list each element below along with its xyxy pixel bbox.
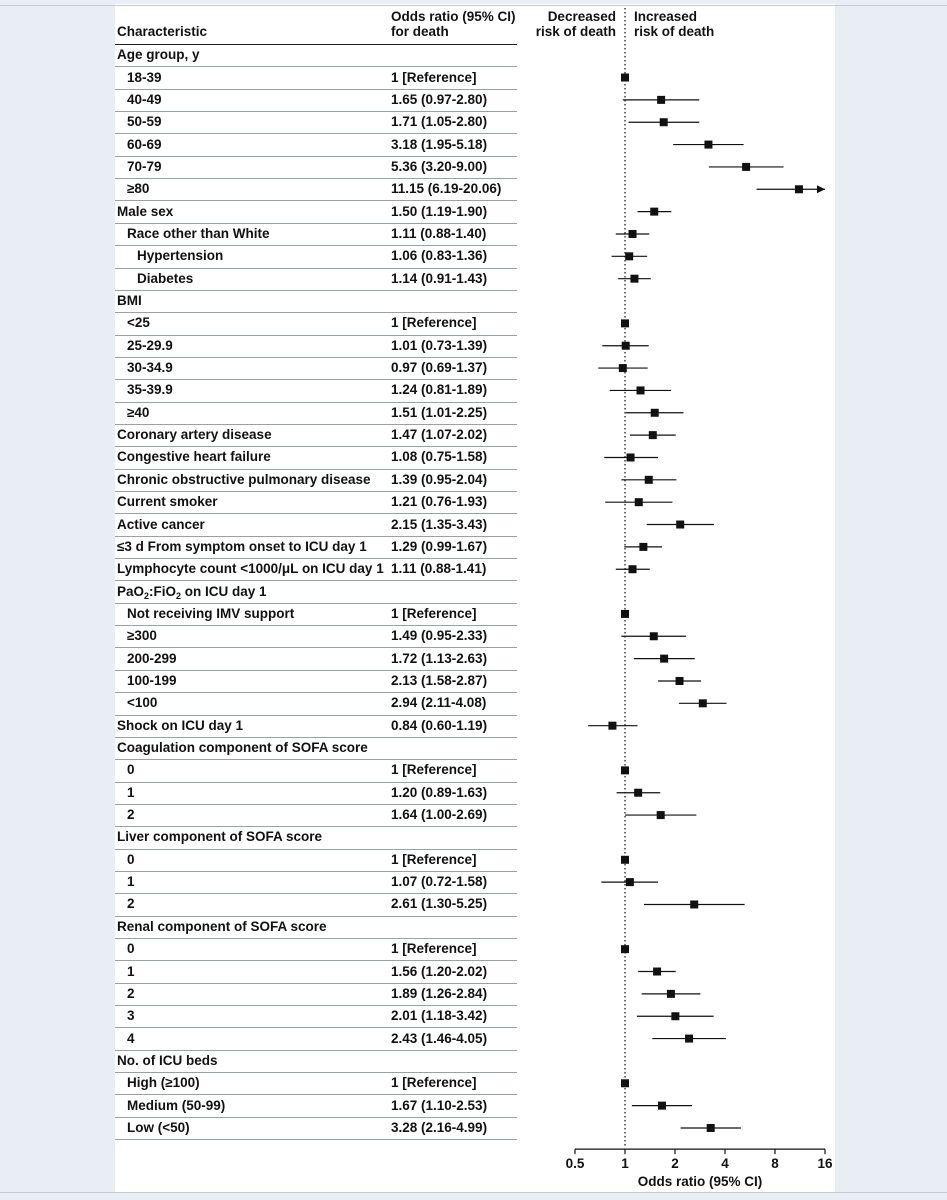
- point-estimate: [637, 386, 645, 394]
- point-estimate: [699, 699, 707, 707]
- row-odds-ratio: 1.06 (0.83-1.36): [391, 248, 488, 264]
- x-tick-label: 16: [817, 1156, 833, 1172]
- point-estimate: [707, 1124, 715, 1132]
- row-label: 35-39.9: [127, 382, 173, 398]
- row-label: Hypertension: [137, 248, 224, 264]
- point-estimate: [630, 275, 638, 283]
- row-odds-ratio: 2.15 (1.35-3.43): [391, 516, 488, 532]
- x-tick-label: 4: [721, 1156, 729, 1172]
- row-odds-ratio: 1 [Reference]: [391, 315, 477, 331]
- row-odds-ratio: 2.43 (1.46-4.05): [391, 1030, 488, 1046]
- row-label: Liver component of SOFA score: [117, 829, 323, 845]
- row-label: 60-69: [127, 136, 162, 152]
- row-label: 25-29.9: [127, 337, 173, 353]
- point-estimate: [658, 1102, 666, 1110]
- header-characteristic: Characteristic: [117, 24, 208, 39]
- row-label: 1: [127, 874, 135, 890]
- row-odds-ratio: 1.50 (1.19-1.90): [391, 203, 488, 219]
- row-odds-ratio: 3.18 (1.95-5.18): [391, 136, 488, 152]
- row-odds-ratio: 2.13 (1.58-2.87): [391, 672, 488, 688]
- row-odds-ratio: 1 [Reference]: [391, 605, 477, 621]
- point-estimate: [660, 655, 668, 663]
- point-estimate: [619, 364, 627, 372]
- row-odds-ratio: 2.61 (1.30-5.25): [391, 896, 488, 912]
- ci-arrow: [817, 185, 825, 193]
- row-label: 2: [127, 896, 135, 912]
- header-increased-risk: Increased risk of death: [634, 9, 715, 39]
- row-odds-ratio: 2.94 (2.11-4.08): [391, 695, 487, 711]
- point-estimate: [667, 990, 675, 998]
- row-label: 2: [127, 985, 135, 1001]
- point-estimate: [650, 208, 658, 216]
- point-estimate: [629, 230, 637, 238]
- point-estimate: [622, 342, 630, 350]
- point-estimate: [645, 476, 653, 484]
- row-label: Active cancer: [117, 516, 205, 532]
- row-label: ≥300: [127, 628, 157, 644]
- point-estimate: [690, 900, 698, 908]
- row-odds-ratio: 0.97 (0.69-1.37): [391, 360, 488, 376]
- point-estimate: [704, 141, 712, 149]
- row-label: 1: [127, 963, 135, 979]
- point-estimate: [676, 677, 684, 685]
- row-label: ≥40: [127, 404, 150, 420]
- row-odds-ratio: 1.24 (0.81-1.89): [391, 382, 488, 398]
- point-estimate: [671, 1012, 679, 1020]
- x-tick-label: 1: [621, 1156, 629, 1172]
- header-odds-ratio: Odds ratio (95% CI) for death: [391, 9, 516, 39]
- point-estimate: [626, 878, 634, 886]
- point-estimate: [649, 431, 657, 439]
- row-label: 100-199: [127, 672, 177, 688]
- x-tick-label: 2: [671, 1156, 679, 1172]
- row-label: Coronary artery disease: [117, 427, 272, 443]
- header-decreased-risk: Decreased risk of death: [535, 9, 616, 39]
- row-odds-ratio: 1.29 (0.99-1.67): [391, 538, 488, 554]
- point-estimate: [657, 811, 665, 819]
- point-estimate: [657, 96, 665, 104]
- x-tick-label: 0.5: [565, 1156, 585, 1172]
- row-odds-ratio: 5.36 (3.20-9.00): [391, 158, 488, 174]
- row-label: Congestive heart failure: [117, 449, 271, 465]
- point-estimate: [625, 252, 633, 260]
- point-estimate: [742, 163, 750, 171]
- point-estimate: [660, 118, 668, 126]
- row-label: 4: [127, 1030, 135, 1046]
- row-odds-ratio: 0.84 (0.60-1.19): [391, 717, 488, 733]
- row-label: Race other than White: [127, 225, 270, 241]
- row-odds-ratio: 1 [Reference]: [391, 1075, 477, 1091]
- point-estimate: [653, 968, 661, 976]
- row-odds-ratio: 11.15 (6.19-20.06): [391, 181, 502, 197]
- point-estimate: [629, 565, 637, 573]
- point-estimate: [676, 521, 684, 529]
- row-label: 2: [127, 807, 135, 823]
- row-odds-ratio: 1.71 (1.05-2.80): [391, 114, 488, 130]
- row-odds-ratio: 1.14 (0.91-1.43): [391, 270, 488, 286]
- row-odds-ratio: 1.01 (0.73-1.39): [391, 337, 488, 353]
- point-estimate: [795, 185, 803, 193]
- row-label: Age group, y: [117, 47, 200, 63]
- point-estimate: [627, 453, 635, 461]
- row-odds-ratio: 1.64 (1.00-2.69): [391, 807, 488, 823]
- row-odds-ratio: 1.65 (0.97-2.80): [391, 91, 488, 107]
- row-odds-ratio: 1.47 (1.07-2.02): [391, 427, 488, 443]
- row-odds-ratio: 1.72 (1.13-2.63): [391, 650, 488, 666]
- row-label: PaO$_2$:FiO$_2$ on ICU day 1: [117, 583, 267, 601]
- row-label: 1: [127, 784, 135, 800]
- row-label: Low (<50): [127, 1119, 190, 1135]
- point-estimate: [635, 498, 643, 506]
- row-odds-ratio: 1 [Reference]: [391, 69, 477, 85]
- row-odds-ratio: 1.39 (0.95-2.04): [391, 471, 488, 487]
- row-label: Renal component of SOFA score: [117, 918, 327, 934]
- point-estimate: [651, 409, 659, 417]
- point-estimate: [608, 722, 616, 730]
- row-label: Shock on ICU day 1: [117, 717, 244, 733]
- row-label: 0: [127, 851, 135, 867]
- row-label: <25: [127, 315, 150, 331]
- row-label: ≤3 d From symptom onset to ICU day 1: [117, 538, 367, 554]
- row-odds-ratio: 1.11 (0.88-1.41): [391, 561, 487, 577]
- row-odds-ratio: 1 [Reference]: [391, 851, 477, 867]
- row-label: 30-34.9: [127, 360, 173, 376]
- x-tick-label: 8: [771, 1156, 779, 1172]
- row-label: BMI: [117, 293, 142, 309]
- row-label: 200-299: [127, 650, 177, 666]
- row-label: 0: [127, 941, 135, 957]
- row-odds-ratio: 3.28 (2.16-4.99): [391, 1119, 488, 1135]
- row-odds-ratio: 1.20 (0.89-1.63): [391, 784, 488, 800]
- row-odds-ratio: 2.01 (1.18-3.42): [391, 1008, 488, 1024]
- row-odds-ratio: 1.89 (1.26-2.84): [391, 985, 488, 1001]
- row-odds-ratio: 1.08 (0.75-1.58): [391, 449, 488, 465]
- row-label: <100: [127, 695, 158, 711]
- row-odds-ratio: 1.51 (1.01-2.25): [391, 404, 488, 420]
- row-odds-ratio: 1.67 (1.10-2.53): [391, 1097, 488, 1113]
- point-estimate: [650, 632, 658, 640]
- row-label: Coagulation component of SOFA score: [117, 740, 368, 756]
- row-label: Lymphocyte count <1000/μL on ICU day 1: [117, 561, 384, 577]
- point-estimate: [639, 543, 647, 551]
- row-odds-ratio: 1.56 (1.20-2.02): [391, 963, 488, 979]
- row-label: Current smoker: [117, 494, 218, 510]
- row-label: Male sex: [117, 203, 174, 219]
- row-label: Not receiving IMV support: [127, 605, 295, 621]
- row-odds-ratio: 1.49 (0.95-2.33): [391, 628, 488, 644]
- row-odds-ratio: 1.21 (0.76-1.93): [391, 494, 488, 510]
- row-label: Medium (50-99): [127, 1097, 226, 1113]
- row-label: 18-39: [127, 69, 162, 85]
- row-odds-ratio: 1 [Reference]: [391, 941, 477, 957]
- row-label: Diabetes: [137, 270, 194, 286]
- row-label: High (≥100): [127, 1075, 200, 1091]
- row-label: 50-59: [127, 114, 162, 130]
- row-label: ≥80: [127, 181, 150, 197]
- row-odds-ratio: 1 [Reference]: [391, 762, 477, 778]
- row-label: 3: [127, 1008, 135, 1024]
- row-odds-ratio: 1.11 (0.88-1.40): [391, 225, 487, 241]
- row-label: No. of ICU beds: [117, 1052, 218, 1068]
- row-label: 0: [127, 762, 135, 778]
- row-label: 40-49: [127, 91, 162, 107]
- x-axis-label: Odds ratio (95% CI): [637, 1174, 763, 1190]
- row-label: 70-79: [127, 158, 162, 174]
- point-estimate: [685, 1035, 693, 1043]
- row-odds-ratio: 1.07 (0.72-1.58): [391, 874, 488, 890]
- row-label: Chronic obstructive pulmonary disease: [117, 471, 371, 487]
- point-estimate: [634, 789, 642, 797]
